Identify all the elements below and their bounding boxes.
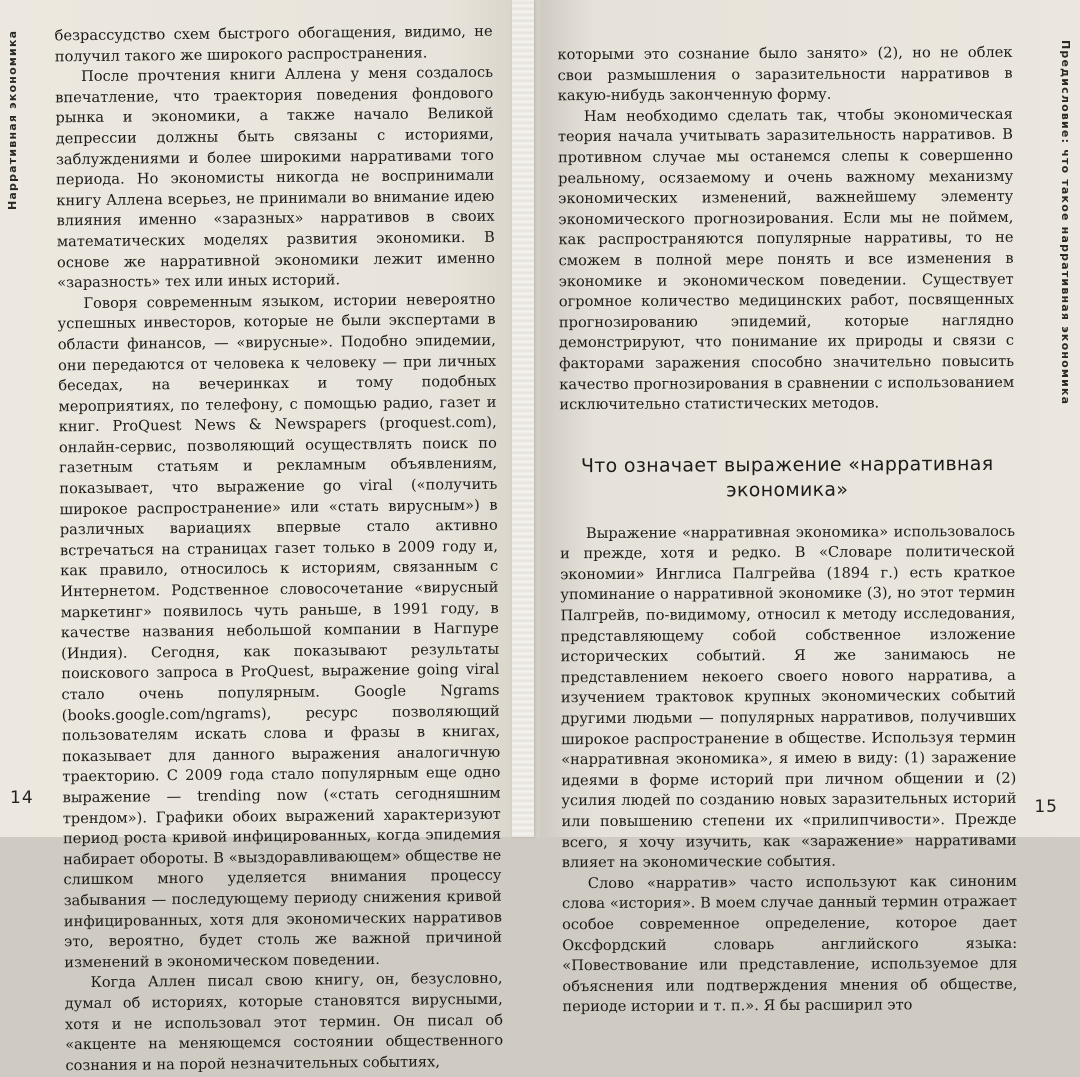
left-running-head: Нарративная экономика	[6, 30, 19, 211]
section-heading-line-1: Что означает выражение «нарративная	[580, 452, 994, 477]
left-paragraph-3: Говоря современным языком, истории невероятно успешных инвесторов, которые не были экспертами в области финансов, — «вирусные». Подобно эпидемии, они передаются от человека к человеку — при личных беседах, на вечеринках и тому подобных мероприятиях, по телефону, с помощью радио, газет и книг. ProQuest News & Newspapers (proquest.com), онлайн-сервис, позволяющий осуществлять поиск по газетным статьям и рекламным объявлениям, показывает, что выражение go viral («получить широкое распространение» или «стать вирусным») в различных вариациях впервые стало активно встречаться на страницах газет только в 2009 году и, как правило, относилось к историям, связанным с Интернетом. Родственное словосочетание «вирусный маркетинг» появилось чуть раньше, в 1991 году, в качестве названия небольшой компании в Нагпуре (Индия). Сегодня, как показывают результаты поискового запроса в ProQuest, выражение going viral стало очень популярным. Google Ngrams (books.google.com/ngrams), ресурс позволяющий пользователям искать слова и фразы в книгах, показывает для данного выражения аналогичную траекторию. С 2009 года стало популярным еще одно выражение — trending now («стать сегодняшним трендом»). Графики обоих выражений характеризуют период роста кривой инфицированных, когда эпидемия набирает обороты. В «выздоравливающем» обществе не слишком много уделяется внимания процессу забывания — последующему периоду снижения кривой инфицированных, хотя для экономических нарративов это, вероятно, будет столь же важной причиной изменений в экономическом поведении.	[57, 290, 503, 971]
section-heading	[560, 451, 1015, 503]
right-paragraph-3: Выражение «нарративная экономика» использовалось и прежде, хотя и редко. В «Словаре политической экономии» Инглиса Палгрейва (1894 г.) есть краткое упоминание о нарративной экономике (3), но этот термин Палгрейв, по-видимому, относил к методу исследования, представляющему собой собственное изложение исторических событий. Я же занимаюсь не представлением некоего своего нового нарратива, а изучением трактовок крупных экономических событий другими людьми — популярных нарративов, получивших широкое распространение в обществе. Используя термин «нарративная экономика», я имею в виду: (1) заражение идеями в форме историй при личном общении и (2) усилия людей по созданию новых заразительных историй или повышению степени их «прилипчивости». Прежде всего, я хочу изучить, как «заражение» нарративами влияет на экономические события.	[560, 522, 1017, 872]
left-paragraph-4: Когда Аллен писал свою книгу, он, безусловно, думал об историях, которые становятся вирусными, хотя и не использовал этот термин. Он писал об «акценте на меняющемся состоянии общественного сознания и на порой незначительных событиях,	[64, 969, 504, 1074]
bookmark-ribbon	[512, 0, 534, 837]
left-page	[0, 0, 528, 1074]
right-paragraph-1: которыми это сознание было занято» (2), но не облек свои размышления о заразительности нарративов в какую-нибудь законченную форму.	[557, 43, 1013, 105]
right-page-number: 15	[1034, 797, 1058, 817]
right-paragraph-2: Нам необходимо сделать так, чтобы экономическая теория начала учитывать заразительность нарративов. В противном случае мы останемся слепы к совершенно реальному, осязаемому и очень важному механизму экономических изменений, важнейшему элементу экономического прогнозирования. Если мы не поймем, как распространяются популярные нарративы, то не сможем в полной мере понять и все изменения в экономике и экономическом поведении. Существует огромное количество медицинских работ, посвященных прогнозированию эпидемий, которые наглядно демонстрируют, что понимание их природы и связи с факторами заражения способно значительно повысить качество прогнозирования в сравнении с использованием исключительно статистических методов.	[557, 105, 1015, 414]
left-body-text	[55, 22, 504, 1077]
right-paragraph-4: Слово «нарратив» часто используют как синоним слова «история». В моем случае данный термин отражает особое современное определение, которое дает Оксфордский словарь английского языка: «Повествование или представление, используемое для объяснения или подтверждения мнения об обществе, периоде истории и т. п.». Я бы расширил это	[561, 872, 1018, 1016]
right-page	[540, 0, 1080, 1016]
left-paragraph-1: безрассудство схем быстрого обогащения, видимо, не получил такого же широкого распространения.	[54, 22, 493, 65]
left-paragraph-2: После прочтения книги Аллена у меня создалось впечатление, что траектория поведения фондового рынка и экономики, а также начало Великой депрессии должны быть связаны с историями, заблуждениями и более широкими нарративами того периода. Но экономисты никогда не воспринимали книгу Аллена всерьез, не принимали во внимание идею влияния именно «заразных» нарративов в своих математических моделях развития экономики. В основе же нарративной экономики лежит именно «заразность» тех или иных историй.	[55, 63, 496, 292]
right-body-text	[557, 43, 1017, 1018]
right-running-head: Предисловие: что такое нарративная экономика	[1059, 40, 1072, 406]
section-heading-line-2: экономика»	[726, 478, 849, 502]
left-page-number: 14	[10, 788, 34, 808]
